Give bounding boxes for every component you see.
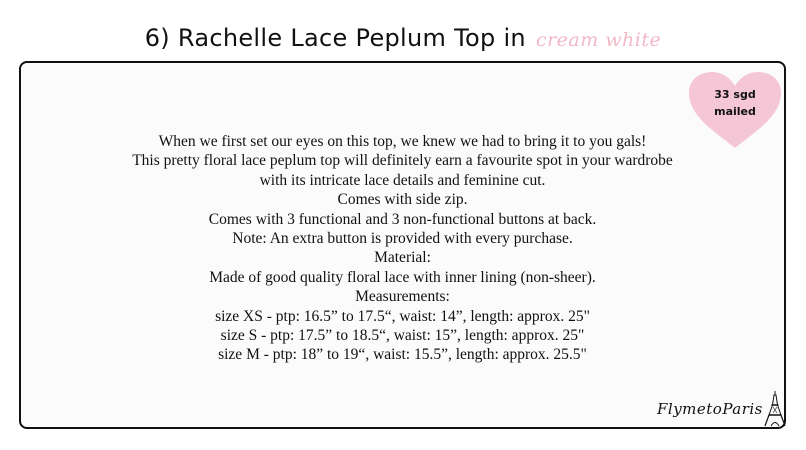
description-line: Note: An extra button is provided with every purchase. xyxy=(232,230,573,248)
product-description xyxy=(21,132,784,365)
material-heading: Material: xyxy=(374,249,431,267)
description-line: Comes with 3 functional and 3 non-functional buttons at back. xyxy=(208,210,597,228)
description-line: This pretty floral lace peplum top will definitely earn a favourite spot in your wardrobe xyxy=(132,152,673,170)
measurements-heading: Measurements: xyxy=(355,288,450,306)
description-line: with its intricate lace details and feminine cut. xyxy=(259,171,546,189)
page-title xyxy=(0,24,806,52)
size-line: size XS - ptp: 16.5” to 17.5“, waist: 14”, length: approx. 25" xyxy=(215,307,590,325)
description-line: When we first set our eyes on this top, we knew we had to bring it to you gals! xyxy=(158,133,647,150)
size-line: size S - ptp: 17.5” to 18.5“, waist: 15”, length: approx. 25" xyxy=(220,327,585,345)
description-card xyxy=(19,61,786,429)
price-note: mailed xyxy=(714,105,756,118)
price-amount: 33 sgd xyxy=(714,88,756,101)
product-color: cream white xyxy=(535,29,662,51)
eiffel-tower-icon xyxy=(763,391,787,427)
brand-signature: FlymetoParis xyxy=(657,400,763,418)
description-line: Made of good quality floral lace with inner lining (non-sheer). xyxy=(209,268,596,286)
description-line: Comes with side zip. xyxy=(337,191,468,209)
product-title: 6) Rachelle Lace Peplum Top in xyxy=(144,24,526,52)
size-line: size M - ptp: 18” to 19“, waist: 15.5”, length: approx. 25.5" xyxy=(218,346,587,364)
